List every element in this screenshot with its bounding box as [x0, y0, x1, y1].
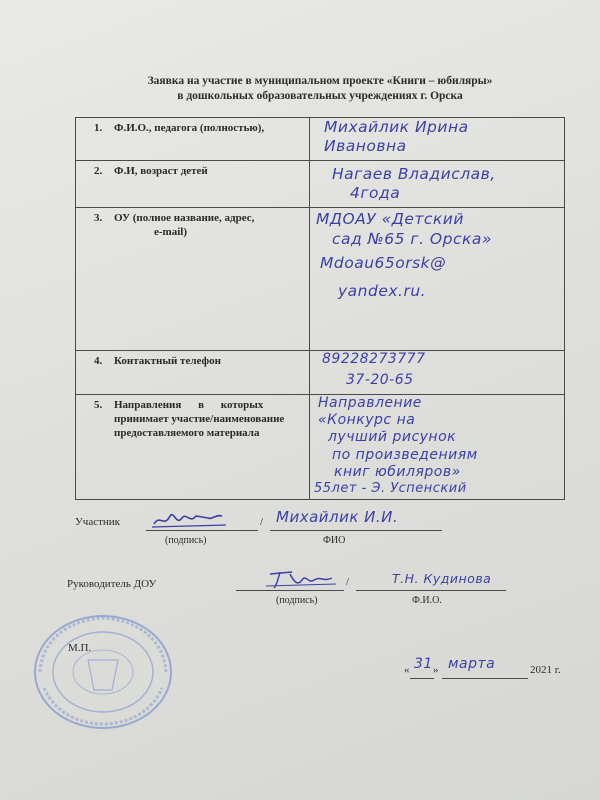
- official-stamp: [28, 610, 178, 730]
- title-line-2: в дошкольных образовательных учреждениях г. Орска: [177, 90, 463, 102]
- row-number: 3.: [94, 212, 103, 224]
- date-day: 31: [414, 656, 433, 672]
- date-day-line: [410, 678, 434, 679]
- handwritten-value: 89228273777: [322, 351, 426, 367]
- participant-signature-image: [150, 506, 230, 532]
- date-year: 2021 г.: [530, 664, 561, 676]
- handwritten-value: Ивановна: [324, 137, 407, 155]
- row-label-cell: [76, 161, 310, 208]
- handwritten-value: «Конкурс на: [318, 412, 416, 428]
- handwritten-value: Нагаев Владислав,: [332, 165, 496, 183]
- handwritten-value: сад №65 г. Орска»: [332, 230, 492, 248]
- handwritten-value: 55лет - Э. Успенский: [314, 481, 467, 496]
- title-line-1: Заявка на участие в муниципальном проекте «Книги – юбиляры»: [147, 75, 493, 87]
- handwritten-value: книг юбиляров»: [334, 464, 461, 480]
- handwritten-value: Михайлик Ирина: [324, 118, 469, 136]
- participant-name: Михайлик И.И.: [276, 508, 399, 526]
- head-label: Руководитель ДОУ: [67, 578, 157, 590]
- row-label-line: Направления в которых: [114, 399, 264, 411]
- row-value-cell: [310, 208, 565, 351]
- head-signature-image: [262, 566, 342, 592]
- row-value-cell: [310, 351, 565, 395]
- row-label-line: ОУ (полное название, адрес,: [114, 212, 255, 224]
- row-value-cell: [310, 395, 565, 500]
- participant-label: Участник: [75, 516, 121, 528]
- head-name: Т.Н. Кудинова: [392, 571, 492, 586]
- handwritten-value: по произведениям: [332, 447, 478, 463]
- handwritten-value: лучший рисунок: [328, 429, 457, 445]
- participant-fio-line: [270, 530, 442, 531]
- handwritten-value: 4года: [350, 184, 401, 202]
- row-number: 5.: [94, 399, 103, 411]
- row-value-cell: [310, 118, 565, 161]
- document-title: [110, 74, 530, 104]
- separator-slash: /: [346, 576, 350, 588]
- row-label-line: предоставляемого материала: [114, 427, 260, 439]
- row-label-line: e-mail): [154, 226, 187, 238]
- row-label: Контактный телефон: [114, 355, 221, 367]
- row-label: Ф.И, возраст детей: [114, 165, 208, 177]
- mp-label: М.П.: [68, 642, 92, 654]
- row-number: 1.: [94, 122, 103, 134]
- table-row: [76, 161, 565, 208]
- row-label-cell: [76, 351, 310, 395]
- row-number: 4.: [94, 355, 103, 367]
- head-fio-caption: Ф.И.О.: [412, 595, 442, 606]
- row-label-cell: [76, 395, 310, 500]
- date-block: [404, 658, 572, 682]
- head-signature-caption: (подпись): [276, 595, 318, 606]
- date-open-quote: «: [404, 664, 410, 676]
- row-label: [114, 398, 303, 440]
- row-number: 2.: [94, 165, 103, 177]
- table-row: [76, 208, 565, 351]
- head-fio-line: [356, 590, 506, 591]
- date-month-line: [442, 678, 528, 679]
- fio-caption: ФИО: [323, 535, 346, 546]
- row-label: [114, 211, 303, 239]
- table-row: [76, 118, 565, 161]
- row-label-cell: [76, 208, 310, 351]
- row-label-line: принимает участие/наименование: [114, 413, 285, 425]
- table-row: [76, 395, 565, 500]
- row-label-cell: [76, 118, 310, 161]
- handwritten-value: yandex.ru.: [338, 282, 427, 300]
- handwritten-value: Направление: [318, 395, 422, 411]
- date-close-quote: »: [433, 664, 439, 676]
- handwritten-value: Mdoau65orsk@: [320, 254, 447, 272]
- signature-caption: (подпись): [165, 535, 207, 546]
- row-value-cell: [310, 161, 565, 208]
- application-table: [75, 117, 565, 500]
- date-month: марта: [448, 656, 496, 672]
- row-label: Ф.И.О., педагога (полностью),: [114, 122, 265, 134]
- handwritten-value: МДОАУ «Детский: [316, 210, 464, 228]
- table-row: [76, 351, 565, 395]
- separator-slash: /: [260, 516, 264, 528]
- handwritten-value: 37-20-65: [346, 372, 414, 388]
